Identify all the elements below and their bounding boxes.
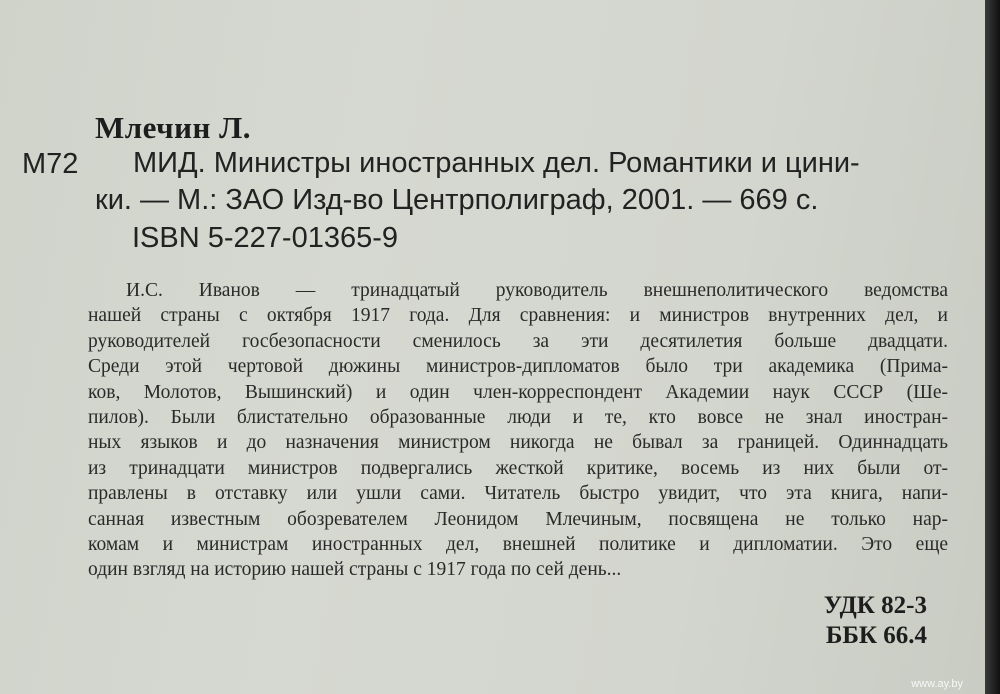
title-line: МИД. Министры иностранных дел. Романтики и цини- bbox=[133, 147, 860, 179]
annotation-line: ных языков и до назначения министром никогда не бывал за границей. Одиннадцать bbox=[88, 432, 948, 454]
annotation-paragraph bbox=[88, 278, 948, 583]
annotation-line: нашей страны с октября 1917 года. Для сравнения: и министров внутренних дел, и bbox=[88, 305, 948, 327]
annotation-line: из тринадцати министров подвергались жесткой критике, восемь из них были от- bbox=[88, 457, 948, 479]
bibliographic-title bbox=[95, 145, 965, 219]
annotation-line: один взгляд на историю нашей страны с 1917 года по сей день... bbox=[88, 559, 622, 581]
title-line: ки. — М.: ЗАО Изд-во Центрполиграф, 2001. — 669 с. bbox=[95, 184, 819, 216]
author-name: Млечин Л. bbox=[95, 110, 251, 145]
annotation-line: И.С. Иванов — тринадцатый руководитель внешнеполитического ведомства bbox=[126, 280, 948, 301]
page-edge-shadow bbox=[985, 0, 1000, 694]
watermark: www.ay.by bbox=[911, 678, 963, 690]
author-code: М72 bbox=[22, 148, 79, 180]
annotation-line: ков, Молотов, Вышинский) и один член-корреспондент Академии наук СССР (Ше- bbox=[88, 381, 948, 403]
bbk-code: ББК 66.4 bbox=[825, 622, 927, 649]
annotation-line: пилов). Были блистательно образованные люди и те, кто вовсе не знал иностран- bbox=[88, 407, 948, 429]
annotation-line: руководителей госбезопасности сменилось за эти десятилетия больше двадцати. bbox=[88, 330, 948, 352]
udk-code: УДК 82-3 bbox=[823, 592, 927, 619]
annotation-line: правлены в отставку или ушли сами. Читатель быстро увидит, что эта книга, напи- bbox=[88, 483, 948, 505]
annotation-line: Среди этой чертовой дюжины министров-дипломатов было три академика (Прима- bbox=[88, 356, 948, 378]
annotation-line: санная известным обозревателем Леонидом Млечиным, посвящена не только нар- bbox=[88, 508, 948, 530]
annotation-line: комам и министрам иностранных дел, внешней политике и дипломатии. Это еще bbox=[88, 534, 948, 556]
isbn: ISBN 5-227-01365-9 bbox=[132, 222, 398, 254]
